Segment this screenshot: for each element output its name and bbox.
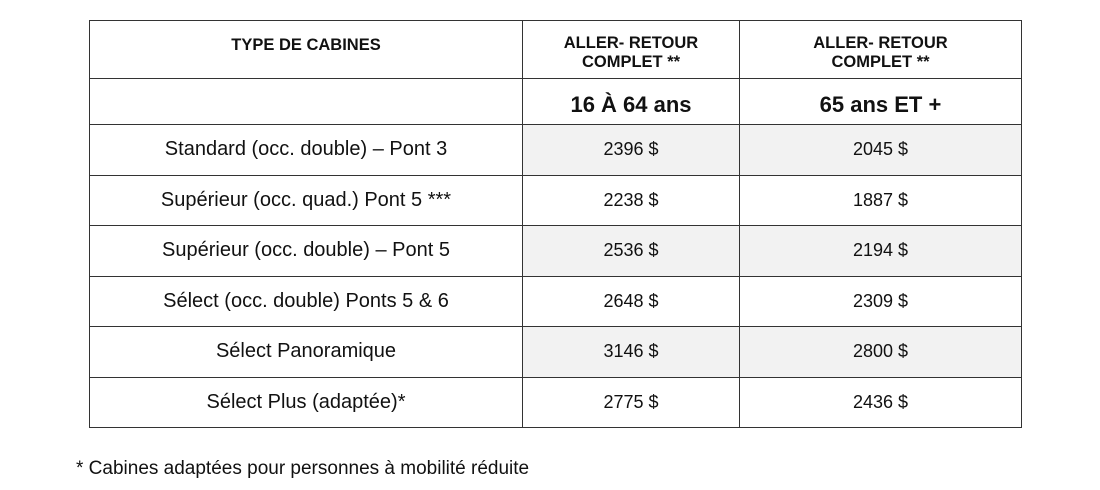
header-line: COMPLET ** <box>831 53 930 71</box>
price-16-64-cell: 2536 $ <box>523 226 740 277</box>
price-65-plus-cell: 2045 $ <box>740 125 1022 176</box>
price-16-64-cell: 2648 $ <box>523 276 740 327</box>
header-round-trip-65-plus <box>740 21 1022 79</box>
cabin-type-cell: Supérieur (occ. quad.) Pont 5 *** <box>90 175 523 226</box>
subheader-age-16-64: 16 À 64 ans <box>523 79 740 125</box>
price-65-plus-cell: 2800 $ <box>740 327 1022 378</box>
header-round-trip-16-64 <box>523 21 740 79</box>
price-16-64-cell: 2396 $ <box>523 125 740 176</box>
footnote: * Cabines adaptées pour personnes à mobilité réduite <box>76 458 530 479</box>
table-row <box>90 175 1022 226</box>
cabin-type-cell: Sélect Panoramique <box>90 327 523 378</box>
cabin-price-table <box>89 20 1022 428</box>
subheader-age-65-plus: 65 ans ET + <box>740 79 1022 125</box>
price-65-plus-cell: 2436 $ <box>740 377 1022 428</box>
table-row <box>90 276 1022 327</box>
header-cabin-type: TYPE DE CABINES <box>90 21 523 79</box>
table-row <box>90 327 1022 378</box>
price-65-plus-cell: 1887 $ <box>740 175 1022 226</box>
price-16-64-cell: 2775 $ <box>523 377 740 428</box>
price-65-plus-cell: 2194 $ <box>740 226 1022 277</box>
table-subheader-row <box>90 79 1022 125</box>
cabin-type-cell: Sélect Plus (adaptée)* <box>90 377 523 428</box>
table-row <box>90 377 1022 428</box>
cabin-type-cell: Supérieur (occ. double) – Pont 5 <box>90 226 523 277</box>
cabin-type-cell: Standard (occ. double) – Pont 3 <box>90 125 523 176</box>
table-header-row <box>90 21 1022 79</box>
table-row <box>90 125 1022 176</box>
table-row <box>90 226 1022 277</box>
price-16-64-cell: 3146 $ <box>523 327 740 378</box>
cabin-type-cell: Sélect (occ. double) Ponts 5 & 6 <box>90 276 523 327</box>
header-line: ALLER- RETOUR <box>563 34 699 52</box>
price-65-plus-cell: 2309 $ <box>740 276 1022 327</box>
subheader-empty <box>90 79 523 125</box>
header-line: COMPLET ** <box>581 53 681 71</box>
price-16-64-cell: 2238 $ <box>523 175 740 226</box>
header-line: ALLER- RETOUR <box>813 34 948 52</box>
